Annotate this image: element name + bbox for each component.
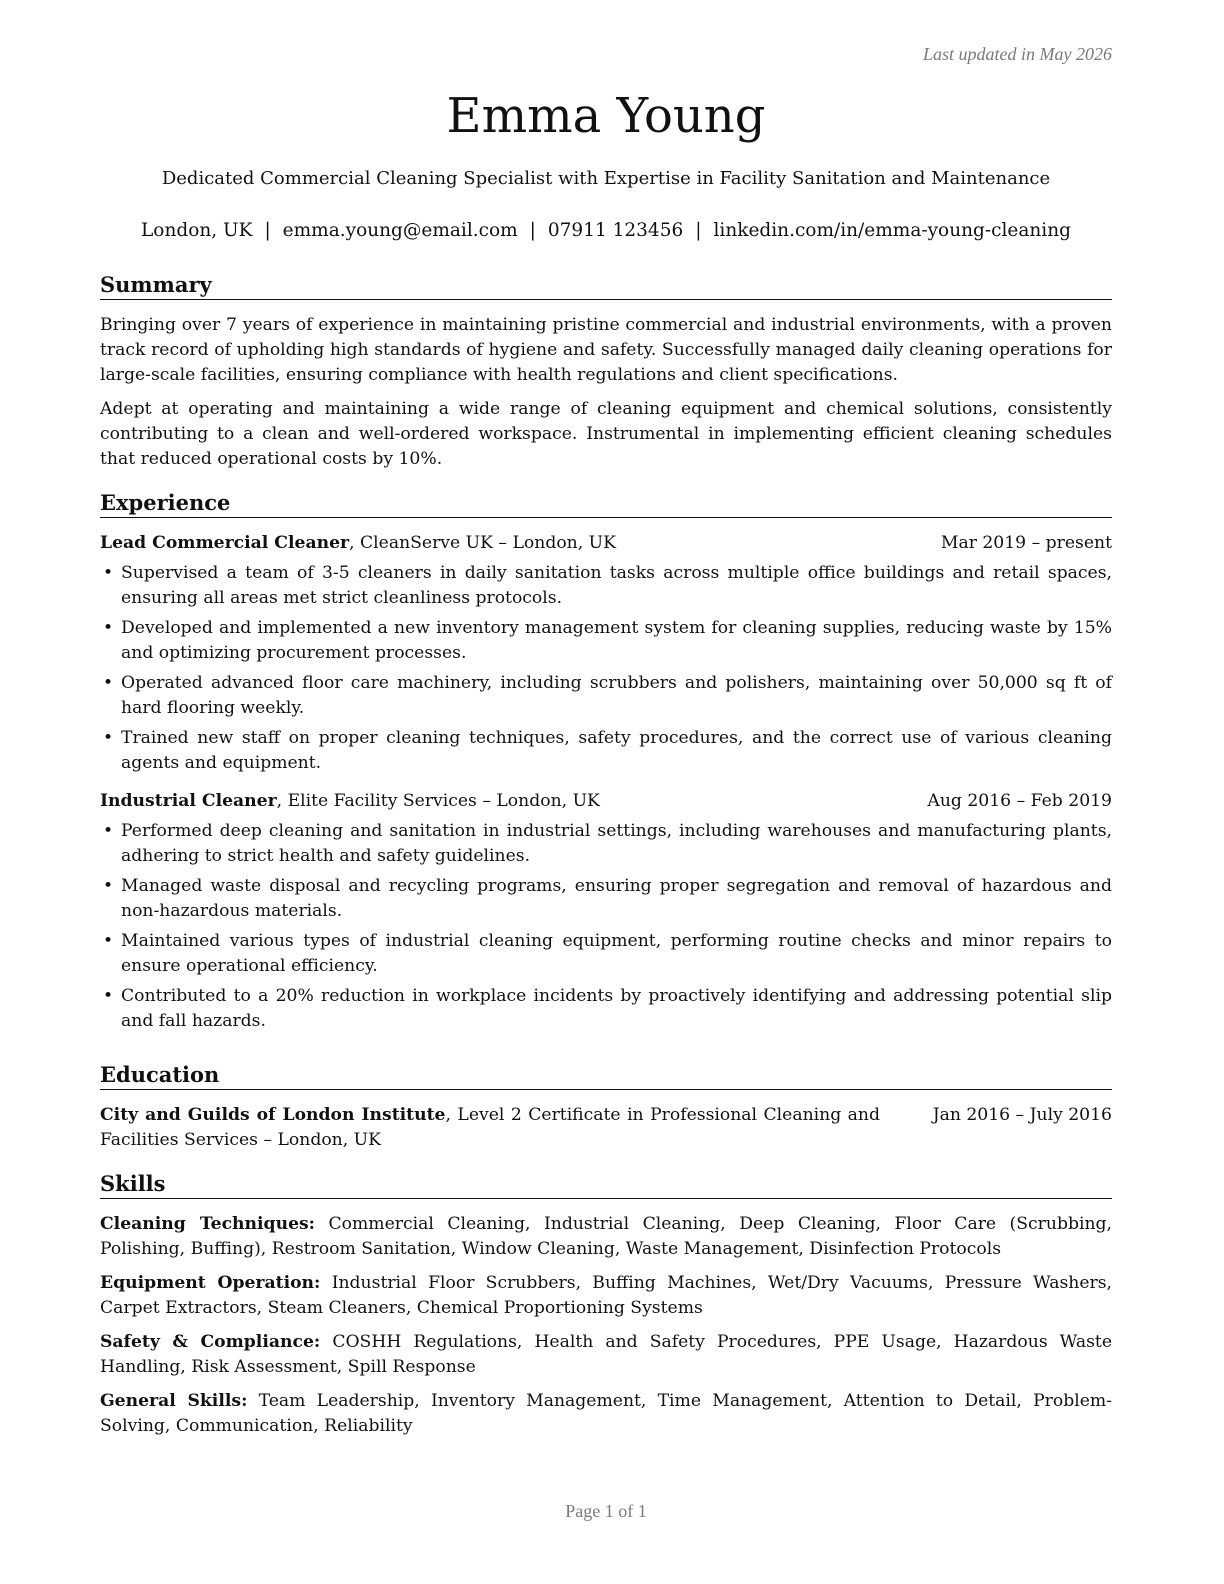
- job-bullet: • Performed deep cleaning and sanitation in industrial settings, including warehouses and manufacturing plants, adhering to strict health and safety guidelines.: [100, 819, 1112, 869]
- skill-group: [100, 1212, 1112, 1262]
- last-updated-note: Last updated in May 2026: [923, 44, 1112, 64]
- education-detail: , Level 2 Certificate in Professional Cleaning and Facilities Services – London, UK: [100, 1105, 880, 1150]
- job-company: , Elite Facility Services – London, UK: [276, 791, 600, 811]
- location: London, UK: [141, 220, 253, 241]
- section-title-education: Education: [100, 1061, 1112, 1090]
- job-role: Industrial Cleaner: [100, 791, 277, 811]
- summary-section: [100, 271, 1112, 472]
- job-role: Lead Commercial Cleaner: [100, 533, 350, 553]
- section-title-experience: Experience: [100, 489, 1112, 518]
- job-header: [100, 531, 1112, 556]
- contact-separator: |: [264, 220, 271, 241]
- email-link[interactable]: emma.young@email.com: [282, 220, 518, 241]
- job-header: [100, 789, 1112, 814]
- contact-separator: |: [529, 220, 536, 241]
- skill-group: [100, 1330, 1112, 1380]
- education-entry: [100, 1103, 1112, 1153]
- job-bullet: • Contributed to a 20% reduction in workplace incidents by proactively identifying and addressing potential slip and fall hazards.: [100, 984, 1112, 1034]
- skill-group-label: Safety & Compliance:: [100, 1332, 321, 1352]
- job-bullet: • Trained new staff on proper cleaning techniques, safety procedures, and the correct use of various cleaning agents and equipment.: [100, 726, 1112, 776]
- page-number: Page 1 of 1: [565, 1501, 647, 1521]
- resume-page: [100, 0, 1112, 1584]
- skill-group-items: COSHH Regulations, Health and Safety Procedures, PPE Usage, Hazardous Waste Handling, Risk Assessment, Spill Response: [100, 1332, 1112, 1377]
- skills-section: [100, 1170, 1112, 1439]
- skill-group-items: Commercial Cleaning, Industrial Cleaning, Deep Cleaning, Floor Care (Scrubbing, Polishing, Buffing), Restroom Sanitation, Window Cleaning, Waste Management, Disinfection Protocols: [100, 1214, 1112, 1259]
- contact-line: [100, 219, 1112, 243]
- section-title-summary: Summary: [100, 271, 1112, 300]
- summary-paragraph: Bringing over 7 years of experience in maintaining pristine commercial and industrial environments, with a proven track record of upholding high standards of hygiene and safety. Successfully managed daily cleaning operations for large-scale facilities, ensuring compliance with health regulations and client specifications.: [100, 315, 1112, 385]
- education-institution: City and Guilds of London Institute: [100, 1105, 446, 1125]
- job-bullet: • Operated advanced floor care machinery, including scrubbers and polishers, maintaining over 50,000 sq ft of hard flooring weekly.: [100, 671, 1112, 721]
- skill-group-label: Cleaning Techniques:: [100, 1214, 316, 1234]
- contact-separator: |: [695, 220, 702, 241]
- skill-group-label: General Skills:: [100, 1391, 248, 1411]
- job-bullet: • Supervised a team of 3-5 cleaners in daily sanitation tasks across multiple office buildings and retail spaces, ensuring all areas met strict cleanliness protocols.: [100, 561, 1112, 611]
- skill-group: [100, 1389, 1112, 1439]
- candidate-name: Emma Young: [446, 88, 766, 144]
- experience-section: [100, 489, 1112, 1039]
- job-bullets: [100, 819, 1112, 1034]
- job-entry: [100, 531, 1112, 776]
- job-bullet: • Developed and implemented a new inventory management system for cleaning supplies, reducing waste by 15% and optimizing procurement processes.: [100, 616, 1112, 666]
- job-bullet: • Managed waste disposal and recycling programs, ensuring proper segregation and removal of hazardous and non-hazardous materials.: [100, 874, 1112, 924]
- summary-paragraph: Adept at operating and maintaining a wide range of cleaning equipment and chemical solutions, consistently contributing to a clean and well-ordered workspace. Instrumental in implementing efficient cleaning schedules that reduced operational costs by 10%.: [100, 399, 1112, 469]
- education-dates: Jan 2016 – July 2016: [932, 1105, 1112, 1125]
- education-section: [100, 1061, 1112, 1153]
- phone-number: 07911 123456: [547, 220, 684, 241]
- job-bullets: [100, 561, 1112, 776]
- headline: Dedicated Commercial Cleaning Specialist with Expertise in Facility Sanitation and Maintenance: [161, 168, 1051, 189]
- job-company: , CleanServe UK – London, UK: [349, 533, 616, 553]
- skill-group-items: Industrial Floor Scrubbers, Buffing Machines, Wet/Dry Vacuums, Pressure Washers, Carpet Extractors, Steam Cleaners, Chemical Proportioning Systems: [100, 1273, 1113, 1318]
- job-dates: Mar 2019 – present: [940, 533, 1112, 553]
- linkedin-link[interactable]: linkedin.com/in/emma-young-cleaning: [713, 220, 1071, 241]
- job-bullet: • Maintained various types of industrial cleaning equipment, performing routine checks and minor repairs to ensure operational efficiency.: [100, 929, 1112, 979]
- skill-group: [100, 1271, 1112, 1321]
- section-title-skills: Skills: [100, 1170, 1112, 1199]
- skill-group-label: Equipment Operation:: [100, 1273, 321, 1293]
- job-entry: [100, 789, 1112, 1034]
- skill-group-items: Team Leadership, Inventory Management, Time Management, Attention to Detail, Problem-Solving, Communication, Reliability: [100, 1391, 1112, 1436]
- job-dates: Aug 2016 – Feb 2019: [927, 791, 1112, 811]
